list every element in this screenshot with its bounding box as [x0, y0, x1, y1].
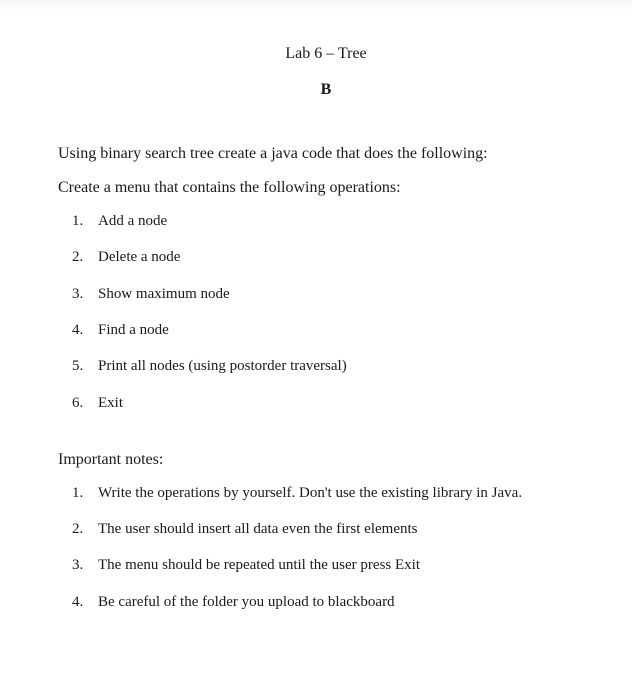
- list-item-text: Show maximum node: [98, 286, 230, 302]
- note-list-item: [72, 485, 522, 502]
- lab-title: Lab 6 – Tree: [285, 45, 367, 62]
- list-item-number: 4.: [72, 322, 84, 338]
- list-item-text: Write the operations by yourself. Don't use the existing library in Java.: [98, 485, 523, 501]
- list-item-text: Delete a node: [98, 249, 181, 265]
- list-item-text: Be careful of the folder you upload to blackboard: [98, 594, 395, 610]
- operation-list-item: [72, 358, 347, 375]
- note-list-item: [72, 557, 420, 574]
- list-item-number: 5.: [72, 358, 84, 374]
- note-list-item: [72, 594, 395, 611]
- lab-section-label: B: [320, 81, 332, 98]
- operation-list-item: [72, 395, 123, 412]
- list-item-text: Print all nodes (using postorder traversal): [98, 358, 347, 374]
- notes-heading: Important notes:: [58, 451, 164, 468]
- page-top-edge: [0, 0, 632, 10]
- operation-list-item: [72, 322, 169, 339]
- menu-intro-paragraph: Create a menu that contains the following operations:: [58, 179, 401, 196]
- list-item-number: 3.: [72, 557, 84, 573]
- list-item-number: 2.: [72, 521, 84, 537]
- operation-list-item: [72, 286, 230, 303]
- intro-paragraph: Using binary search tree create a java code that does the following:: [58, 145, 488, 162]
- list-item-text: The menu should be repeated until the user press Exit: [98, 557, 420, 573]
- list-item-number: 3.: [72, 286, 84, 302]
- list-item-number: 4.: [72, 594, 84, 610]
- note-list-item: [72, 521, 417, 538]
- list-item-text: Exit: [98, 395, 123, 411]
- list-item-number: 1.: [72, 485, 84, 501]
- list-item-number: 2.: [72, 249, 84, 265]
- list-item-text: Find a node: [98, 322, 169, 338]
- list-item-text: The user should insert all data even the first elements: [98, 521, 418, 537]
- operation-list-item: [72, 213, 167, 230]
- operation-list-item: [72, 249, 180, 266]
- list-item-text: Add a node: [98, 213, 168, 229]
- list-item-number: 6.: [72, 395, 84, 411]
- list-item-number: 1.: [72, 213, 84, 229]
